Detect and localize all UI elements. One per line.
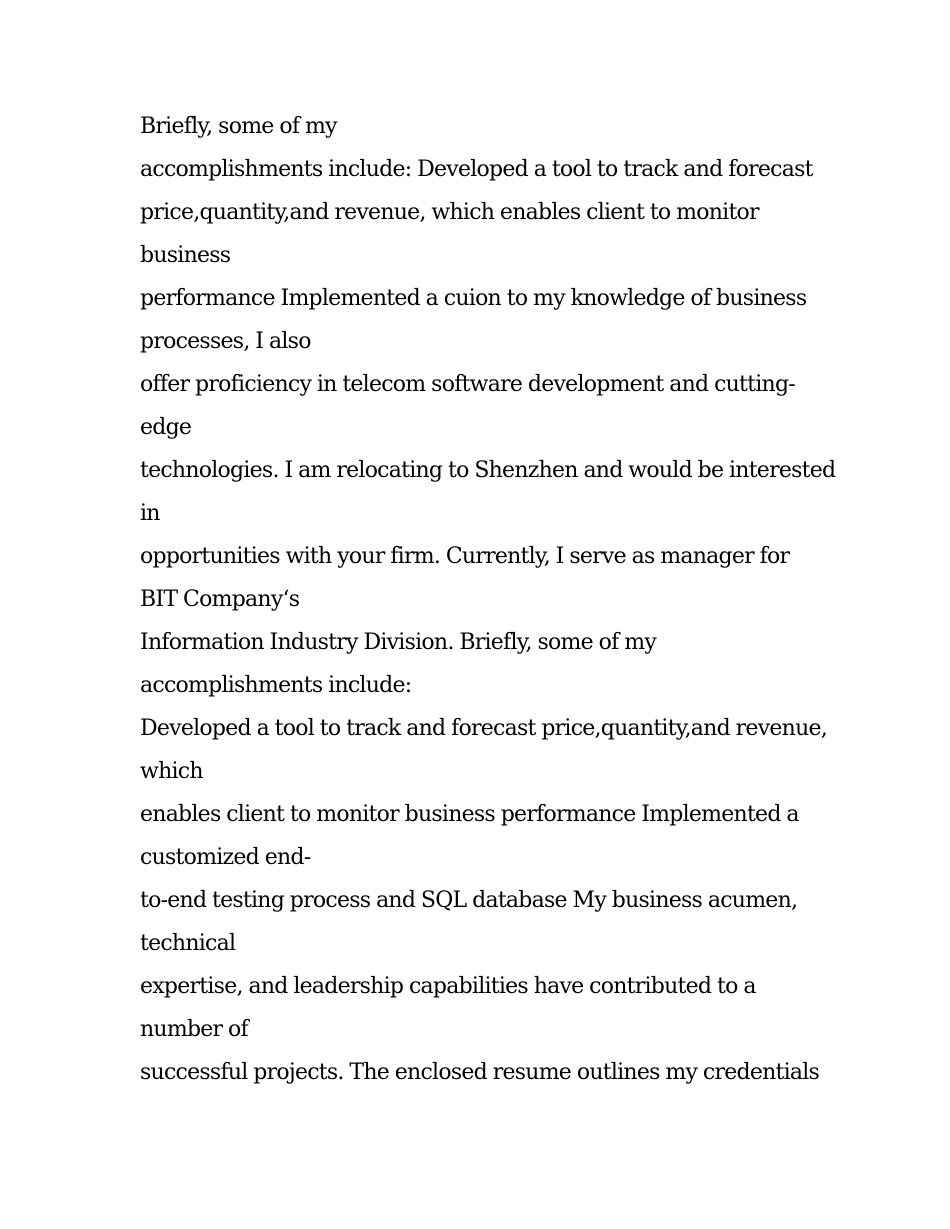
text-line: offer proficiency in telecom software development and cutting- bbox=[140, 372, 795, 397]
text-line: to-end testing process and SQL database My business acumen, bbox=[140, 888, 798, 913]
text-line: processes, I also bbox=[140, 329, 311, 354]
text-line: opportunities with your firm. Currently, I serve as manager for bbox=[140, 544, 790, 569]
text-line: business bbox=[140, 243, 231, 268]
text-line: price,quantity,and revenue, which enables client to monitor bbox=[140, 200, 759, 225]
text-line: performance Implemented a cuion to my knowledge of business bbox=[140, 286, 807, 311]
text-line: which bbox=[140, 759, 203, 784]
text-line: Developed a tool to track and forecast price,quantity,and revenue, bbox=[140, 716, 828, 741]
text-line: technical bbox=[140, 931, 236, 956]
text-line: Information Industry Division. Briefly, some of my bbox=[140, 630, 657, 655]
text-line: accomplishments include: Developed a tool to track and forecast bbox=[140, 157, 813, 182]
text-line: successful projects. The enclosed resume outlines my credentials bbox=[140, 1060, 820, 1085]
text-line: customized end- bbox=[140, 845, 311, 870]
text-line: accomplishments include: bbox=[140, 673, 412, 698]
text-line: number of bbox=[140, 1017, 248, 1042]
text-line: edge bbox=[140, 415, 192, 440]
text-line: BIT Company‘s bbox=[140, 587, 300, 612]
text-line: enables client to monitor business performance Implemented a bbox=[140, 802, 799, 827]
text-line: Briefly, some of my bbox=[140, 114, 337, 139]
text-line: in bbox=[140, 501, 160, 526]
text-line: expertise, and leadership capabilities have contributed to a bbox=[140, 974, 756, 999]
text-line: technologies. I am relocating to Shenzhen and would be interested bbox=[140, 458, 836, 483]
document-body bbox=[140, 105, 836, 1094]
